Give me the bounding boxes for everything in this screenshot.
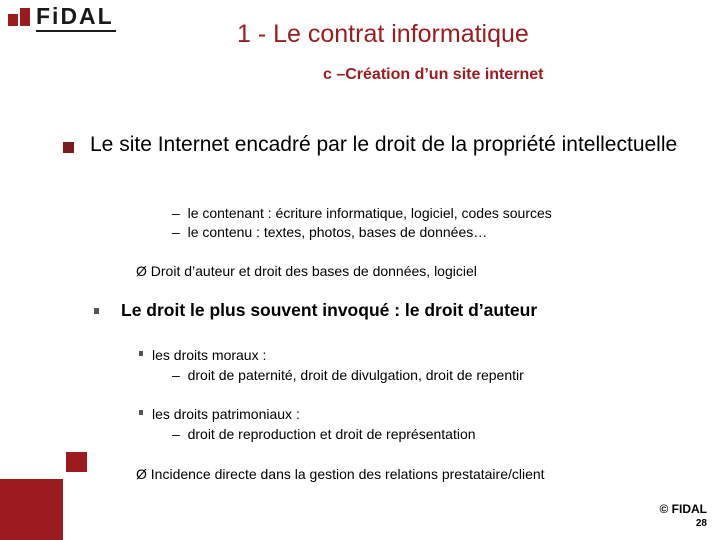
section-title: Le droit le plus souvent invoqué : le droit d’auteur: [121, 300, 538, 320]
page-title: 1 - Le contrat informatique: [237, 20, 529, 48]
arrow-item-text: Droit d’auteur et droit des bases de données, logiciel: [150, 263, 477, 279]
dash-item-contenu: [172, 224, 487, 240]
arrow-glyph: Ø: [136, 466, 147, 482]
decorative-square-small: [66, 452, 87, 472]
main-bullet-text: Le site Internet encadré par le droit de la propriété intellectuelle: [90, 133, 678, 156]
group-sub-text: droit de reproduction et droit de représentation: [187, 426, 476, 442]
footer-copyright: © FIDAL: [659, 502, 707, 516]
dash-glyph: –: [172, 205, 180, 221]
group-label-moraux: les droits moraux :: [152, 347, 267, 363]
logo-mark-upper: [20, 8, 30, 26]
dash-glyph: –: [172, 367, 180, 383]
logo-underline: [36, 30, 116, 32]
arrow-item-droit-auteur: [136, 263, 477, 279]
arrow-item-text: Incidence directe dans la gestion des relations prestataire/client: [150, 466, 545, 482]
dash-item-contenant: [172, 205, 552, 221]
dash-item-rest: : textes, photos, bases de données…: [252, 224, 488, 240]
dash-glyph: –: [172, 224, 180, 240]
dash-item-bold: le contenant: [187, 205, 264, 221]
group-label-patrimoniaux: les droits patrimoniaux :: [152, 406, 300, 422]
logo-mark-lower: [8, 14, 18, 26]
page-number: 28: [695, 518, 707, 529]
logo-text: FiDAL: [36, 3, 114, 29]
group-bullet-square: [139, 410, 143, 415]
arrow-item-incidence: [136, 466, 545, 482]
main-bullet-square: [63, 142, 74, 153]
group-sub-moraux: [172, 367, 524, 383]
page-subtitle: c –Création d’un site internet: [323, 66, 544, 83]
dash-item-rest: : écriture informatique, logiciel, codes sources: [263, 205, 552, 221]
decorative-square-large: [0, 479, 63, 540]
dash-item-bold: le contenu: [187, 224, 253, 240]
group-sub-patrimoniaux: [172, 426, 476, 442]
dash-glyph: –: [172, 426, 180, 442]
section-bullet-square: [94, 308, 99, 314]
group-bullet-square: [139, 351, 143, 356]
group-sub-text: droit de paternité, droit de divulgation, droit de repentir: [187, 367, 524, 383]
arrow-glyph: Ø: [136, 263, 147, 279]
